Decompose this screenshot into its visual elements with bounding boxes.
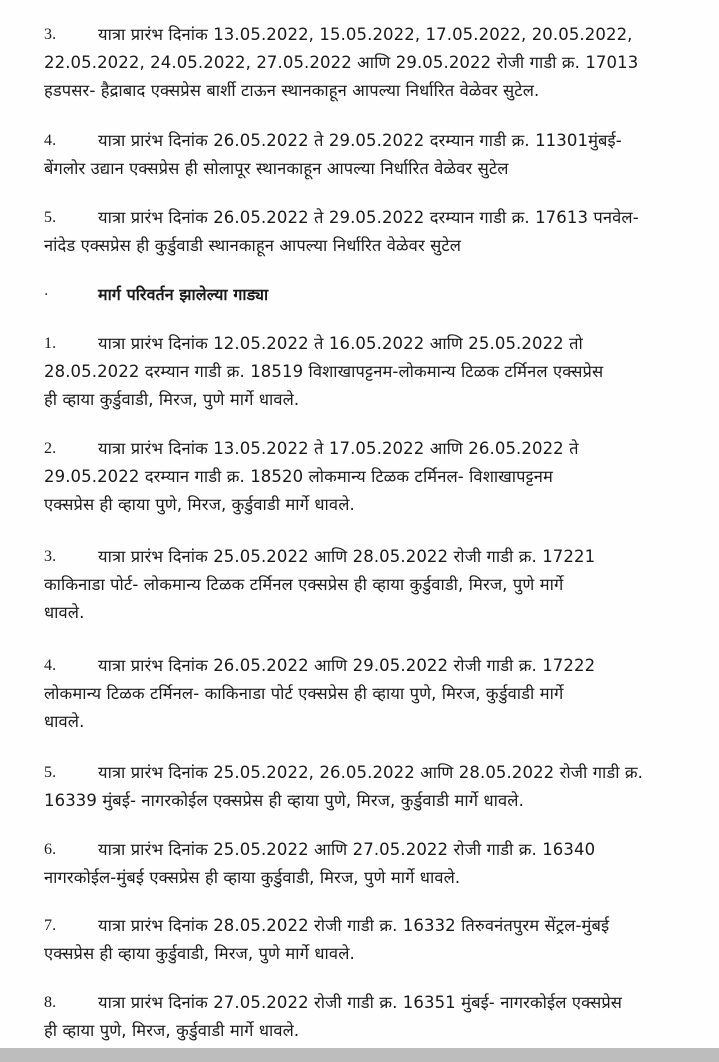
item-line: यात्रा प्रारंभ दिनांक 28.05.2022 रोजी गाडी क्र. 16332 तिरुवनंतपुरम सेंट्रल-मुंबई [98, 916, 610, 935]
item-number: 1. [44, 335, 57, 352]
item-line: यात्रा प्रारंभ दिनांक 26.05.2022 ते 29.05.2022 दरम्यान गाडी क्र. 17613 पनवेल- [98, 208, 639, 227]
item-line: 16339 मुंबई- नागरकोईल एक्सप्रेस ही व्हाया पुणे, मिरज, कुर्डुवाडी मार्गे धावले. [44, 791, 524, 810]
page-bottom-edge [0, 1048, 719, 1062]
item-line: ही व्हाया कुर्डुवाडी, मिरज, पुणे मार्गे धावले. [44, 390, 300, 409]
item-line: एक्सप्रेस ही व्हाया पुणे, मिरज, कुर्डुवाडी मार्गे धावले. [44, 495, 355, 514]
item-line: ही व्हाया पुणे, मिरज, कुर्डुवाडी मार्गे धावले. [44, 1021, 300, 1040]
item-number: 3. [44, 26, 57, 43]
item-number: 5. [44, 764, 57, 781]
item-line: यात्रा प्रारंभ दिनांक 27.05.2022 रोजी गाडी क्र. 16351 मुंबई- नागरकोईल एक्सप्रेस [98, 993, 623, 1012]
item-line: यात्रा प्रारंभ दिनांक 25.05.2022, 26.05.2022 आणि 28.05.2022 रोजी गाडी क्र. [98, 763, 644, 782]
item-line: यात्रा प्रारंभ दिनांक 26.05.2022 आणि 29.05.2022 रोजी गाडी क्र. 17222 [98, 656, 596, 675]
item-line: धावले. [44, 712, 85, 731]
item-number: 8. [44, 994, 57, 1011]
item-line: यात्रा प्रारंभ दिनांक 25.05.2022 आणि 28.05.2022 रोजी गाडी क्र. 17221 [98, 547, 596, 566]
item-number: 2. [44, 440, 57, 457]
item-line: बेंगलोर उद्यान एक्सप्रेस ही सोलापूर स्थानकाहून आपल्या निर्धारित वेळेवर सुटेल [44, 159, 509, 178]
item-line: नागरकोईल-मुंबई एक्सप्रेस ही व्हाया कुर्डुवाडी, मिरज, पुणे मार्गे धावले. [44, 868, 461, 887]
item-line: यात्रा प्रारंभ दिनांक 13.05.2022 ते 17.05.2022 आणि 26.05.2022 ते [98, 439, 579, 458]
item-number: 7. [44, 917, 57, 934]
item-line: धावले. [44, 603, 85, 622]
bullet-icon: · [44, 287, 49, 303]
item-line: यात्रा प्रारंभ दिनांक 25.05.2022 आणि 27.05.2022 रोजी गाडी क्र. 16340 [98, 840, 596, 859]
section-heading: मार्ग परिवर्तन झालेल्या गाड्या [98, 285, 269, 304]
item-line: हडपसर- हैद्राबाद एक्सप्रेस बार्शी टाऊन स्थानकाहून आपल्या निर्धारित वेळेवर सुटेल. [44, 81, 540, 100]
item-number: 4. [44, 657, 57, 674]
item-line: काकिनाडा पोर्ट- लोकमान्य टिळक टर्मिनल एक्सप्रेस ही व्हाया कुर्डुवाडी, मिरज, पुणे मार्गे [44, 575, 564, 594]
item-line: यात्रा प्रारंभ दिनांक 12.05.2022 ते 16.05.2022 आणि 25.05.2022 तो [98, 334, 583, 353]
item-line: एक्सप्रेस ही व्हाया कुर्डुवाडी, मिरज, पुणे मार्गे धावले. [44, 944, 355, 963]
item-number: 3. [44, 548, 57, 565]
item-number: 6. [44, 841, 57, 858]
item-line: लोकमान्य टिळक टर्मिनल- काकिनाडा पोर्ट एक्सप्रेस ही व्हाया पुणे, मिरज, कुर्डुवाडी मार्गे [44, 684, 564, 703]
item-line: 28.05.2022 दरम्यान गाडी क्र. 18519 विशाखापट्टनम-लोकमान्य टिळक टर्मिनल एक्सप्रेस [44, 362, 604, 381]
item-line: नांदेड एक्सप्रेस ही कुर्डुवाडी स्थानकाहून आपल्या निर्धारित वेळेवर सुटेल [44, 236, 462, 255]
item-line: 22.05.2022, 24.05.2022, 27.05.2022 आणि 29.05.2022 रोजी गाडी क्र. 17013 [44, 53, 639, 72]
item-number: 5. [44, 209, 57, 226]
item-line: 29.05.2022 दरम्यान गाडी क्र. 18520 लोकमान्य टिळक टर्मिनल- विशाखापट्टनम [44, 467, 554, 486]
item-number: 4. [44, 132, 57, 149]
item-line: यात्रा प्रारंभ दिनांक 26.05.2022 ते 29.05.2022 दरम्यान गाडी क्र. 11301मुंबई- [98, 131, 622, 150]
item-line: यात्रा प्रारंभ दिनांक 13.05.2022, 15.05.2022, 17.05.2022, 20.05.2022, [98, 25, 633, 44]
